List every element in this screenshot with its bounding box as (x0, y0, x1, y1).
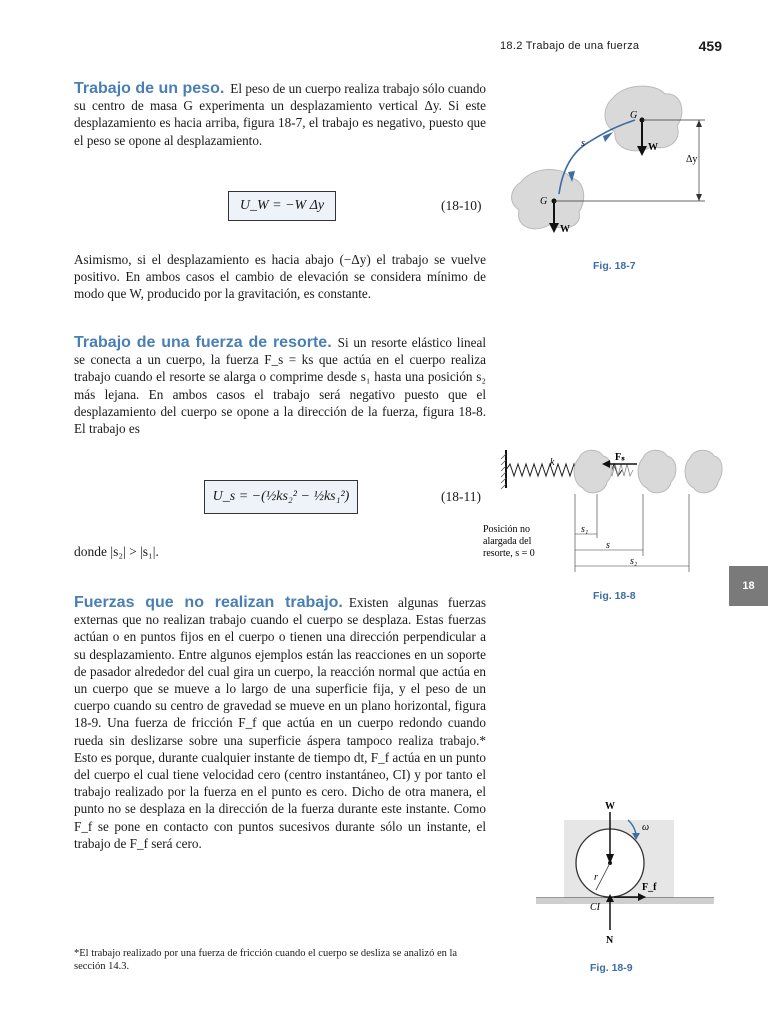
figure-18-7 (505, 80, 725, 250)
label-k: k (550, 457, 555, 468)
paragraph-text: Si un resorte elástico lineal se conecta a un cuerpo, la fuerza F_s = ks que actúa en el cuerpo realiza trabajo cuando el resorte se alarga o comprime desde s₁ hasta una posición s₂ más lejana. En ambos casos el trabajo será negativo puesto que el desplazamiento del cuerpo se opone a la dirección de la fuerza, figura 18-8. El trabajo es (74, 335, 486, 437)
figure-caption-18-9: Fig. 18-9 (590, 962, 633, 974)
label-G-lower: G (540, 196, 548, 207)
equation-number-18-11: (18-11) (441, 489, 481, 504)
heading-no-work-forces: Fuerzas que no realizan trabajo. (74, 594, 343, 611)
figure-18-8 (475, 448, 725, 578)
label-CI: CI (590, 902, 600, 913)
page-number: 459 (698, 38, 722, 54)
ground-hatch (536, 898, 714, 904)
equation-18-11: U_s = −(½ks₂² − ½ks₁²) (204, 480, 358, 514)
label-s: s (606, 540, 610, 551)
label-G-upper: G (630, 110, 638, 121)
label-Ff: F_f (642, 882, 657, 893)
dimension-arrow-top (696, 120, 702, 127)
paragraph-work-weight (74, 80, 486, 149)
section-title: 18.2 Trabajo de una fuerza (500, 40, 640, 52)
body-2 (638, 450, 676, 493)
label-N: N (606, 935, 614, 946)
paragraph-no-work-forces (74, 594, 486, 852)
weight-arrowhead-lower (549, 223, 559, 233)
paragraph-spring-force (74, 334, 486, 437)
body-1 (574, 450, 612, 493)
figure-caption-18-7: Fig. 18-7 (593, 260, 636, 272)
heading-work-weight: Trabajo de un peso. (74, 80, 225, 97)
condition-text: donde |s₂| > |s₁|. (74, 544, 159, 559)
label-W-upper: W (648, 142, 658, 153)
running-header (500, 38, 722, 58)
figure-18-9 (530, 798, 720, 948)
label-omega: ω (642, 822, 650, 833)
paragraph-text: Existen algunas fuerzas externas que no realizan trabajo cuando el cuerpo se desplaza. Estas fuerzas actúan o en puntos fijos en el cuerpo o tienen una dirección perpendicular a su desplazamiento. Entre algunos ejemplos están las reacciones en un soporte de pasador alrededor del cual gira un cuerpo, la reacción normal que actúa en un cuerpo que se mueve a lo largo de una superficie fija, y el peso de un cuerpo cuando su centro de gravedad se mueve en un plano horizontal, figura 18-9. Una fuerza de fricción F_f que actúa en un cuerpo redondo cuando rueda sin deslizarse sobre una superficie áspera tampoco realiza trabajo.* Esto es porque, durante cualquier instante de tiempo dt, F_f actúa en un punto del cuerpo el cual tiene velocidad cero (centro instantáneo, CI) y por tanto el trabajo realizado por la fuerza en el punto es cero. Dicho de otra manera, el punto no se desplaza en la dirección de la fuerza durante este instante. Como F_f se pone en contacto con puntos sucesivos durante sólo un instante, el trabajo de F_f será cero. (74, 595, 486, 851)
heading-spring-force: Trabajo de una fuerza de resorte. (74, 334, 332, 351)
label-W-lower: W (560, 224, 570, 235)
figure-caption-18-8: Fig. 18-8 (593, 590, 636, 602)
label-pos-1: Posición no (483, 524, 530, 535)
label-s: s (581, 138, 585, 149)
label-W: W (605, 801, 615, 812)
dimension-arrow-bottom (696, 194, 702, 201)
chapter-tab: 18 (729, 566, 768, 606)
body-3 (685, 450, 722, 493)
label-delta-y: Δy (686, 154, 698, 165)
label-Fs: Fₛ (615, 452, 625, 463)
label-pos-3: resorte, s = 0 (483, 548, 535, 559)
paragraph-work-weight-2: Asimismo, si el desplazamiento es hacia abajo (−Δy) el trabajo se vuelve positivo. En ambos casos el cambio de elevación se considera mínimo de modo que W, producido por la gravitación, es constante. (74, 252, 486, 302)
equation-number-18-10: (18-10) (441, 198, 482, 213)
label-pos-2: alargada del (483, 536, 532, 547)
footnote: *El trabajo realizado por una fuerza de fricción cuando el cuerpo se desliza se analizó en la sección 14.3. (74, 948, 458, 972)
paragraph-text: El peso de un cuerpo realiza trabajo sólo cuando su centro de masa G experimenta un desplazamiento vertical Δy. Si este desplazamiento es hacia arriba, figura 18-7, el trabajo es negativo, puesto que el peso se opone al desplazamiento. (74, 81, 487, 148)
label-r: r (594, 872, 598, 883)
label-s2: s₂ (630, 556, 638, 567)
label-s1: s₁ (581, 524, 589, 535)
equation-18-10: U_W = −W Δy (228, 191, 336, 221)
